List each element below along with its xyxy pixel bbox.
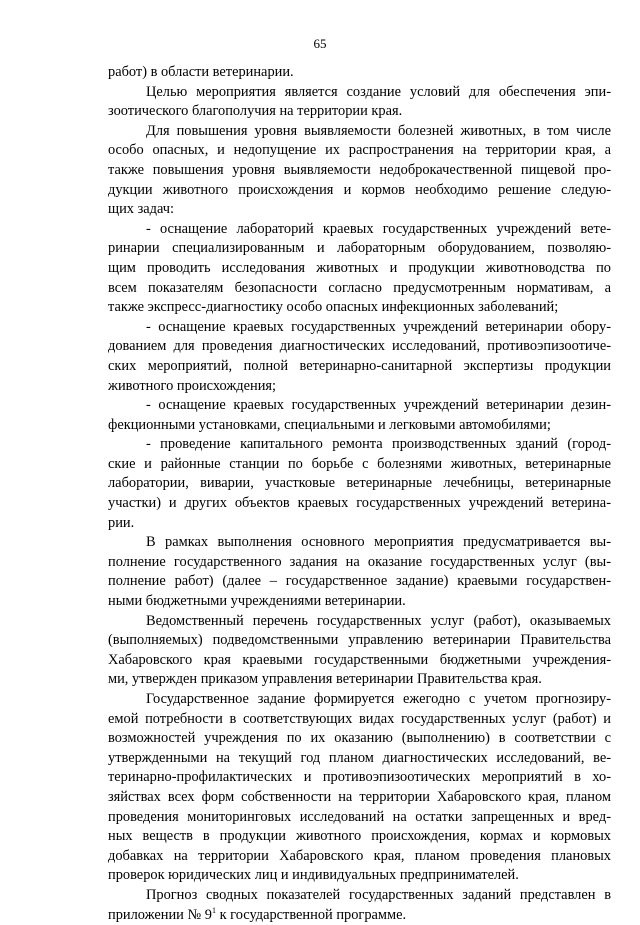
text-line: полнение государственного задания на оказание государственных услуг (вы- bbox=[108, 553, 611, 570]
text-line: животного происхождения; bbox=[108, 377, 277, 394]
text-line: - оснащение лабораторий краевых государственных учреждений вете- bbox=[146, 220, 611, 237]
text-line: полнение работ) (далее – государственное задание) краевыми государствен- bbox=[108, 573, 611, 590]
text-line: работ) в области ветеринарии. bbox=[108, 64, 294, 80]
appendix-superscript: 1 bbox=[211, 905, 216, 915]
text-line: (выполняемых) подведомственными управлению ветеринарии Правительства bbox=[108, 632, 611, 649]
text-line: ных веществ в продукции животного происхождения, кормах и кормовых bbox=[108, 828, 611, 845]
text-line: Государственное задание формируется ежегодно с учетом прогнозиру- bbox=[146, 691, 611, 707]
text-line: зоотического благополучия на территории края. bbox=[108, 103, 403, 120]
text-line: щим проводить исследования животных и продукции животноводства по bbox=[108, 259, 611, 276]
text-line: зяйствах всех форм собственности на территории Хабаровского края, планом bbox=[108, 788, 611, 805]
text-line: утвержденными на текущий год планом диагностических исследований, ве- bbox=[108, 749, 611, 766]
text-line: - проведение капитального ремонта производственных зданий (город- bbox=[146, 436, 611, 453]
text-line: Ведомственный перечень государственных услуг (работ), оказываемых bbox=[146, 612, 611, 629]
text-line: всем показателям безопасности согласно предусмотренным нормативам, а bbox=[108, 279, 611, 296]
text-line: лаборатории, виварии, участковые ветеринарные лечебницы, ветеринарные bbox=[108, 475, 611, 492]
final-line-start: приложении № 9 bbox=[108, 906, 212, 923]
text-line: Целью мероприятия является создание условий для обеспечения эпи- bbox=[146, 83, 611, 100]
text-line: - оснащение краевых государственных учреждений ветеринарии обору- bbox=[146, 318, 611, 335]
text-line: дукции животного происхождения и кормов необходимо решение следую- bbox=[108, 181, 611, 198]
text-line: фекционными установками, специальными и легковыми автомобилями; bbox=[108, 416, 551, 433]
text-line: ские и районные станции по борьбе с болезнями животных, ветеринарные bbox=[108, 455, 611, 472]
text-line: ринарии специализированным и лабораторным оборудованием, позволяю- bbox=[108, 240, 611, 257]
text-line: Хабаровского края краевыми государственными бюджетными учреждения- bbox=[108, 651, 611, 668]
text-line: рии. bbox=[108, 514, 135, 531]
text-line: Прогноз сводных показателей государственных заданий представлен в bbox=[146, 886, 611, 903]
text-line: участки) и других объектов краевых государственных учреждений ветерина- bbox=[108, 495, 611, 512]
text-line: емой потребности в соответствующих видах государственных услуг (работ) и bbox=[108, 710, 611, 727]
text-line: проведения мониторинговых исследований на остатки запрещенных и вред- bbox=[108, 808, 611, 825]
text-line: дованием для проведения диагностических исследований, противоэпизоотиче- bbox=[108, 338, 611, 355]
text-line: Для повышения уровня выявляемости болезней животных, в том числе bbox=[146, 122, 611, 139]
text-line: добавках на территории Хабаровского края, планом проведения плановых bbox=[108, 847, 611, 864]
page-number: 65 bbox=[313, 36, 327, 51]
text-line: щих задач: bbox=[108, 201, 175, 218]
final-line-end: к государственной программе. bbox=[215, 906, 407, 923]
text-line: ными бюджетными учреждениями ветеринарии. bbox=[108, 593, 406, 610]
text-line: возможностей учреждения по их оказанию (выполнению) в соответствии с bbox=[108, 730, 611, 747]
text-line: особо опасных, и недопущение их распространения на территории края, а bbox=[108, 142, 611, 159]
text-line: теринарно-профилактических и противоэпизоотических мероприятий в хо- bbox=[108, 769, 611, 786]
text-line: - оснащение краевых государственных учреждений ветеринарии дезин- bbox=[146, 397, 611, 414]
text-line: также экспресс-диагностику особо опасных инфекционных заболеваний; bbox=[108, 299, 559, 316]
text-line: В рамках выполнения основного мероприятия предусматривается вы- bbox=[146, 534, 611, 551]
text-line: ми, утвержден приказом управления ветеринарии Правительства края. bbox=[108, 671, 542, 688]
text-line: ских мероприятий, полной ветеринарно-санитарной экспертизы продукции bbox=[108, 357, 611, 374]
text-line: также повышения уровня выявляемости недоброкачественной пищевой про- bbox=[108, 161, 611, 178]
text-line: проверок юридических лиц и индивидуальных предпринимателей. bbox=[108, 867, 519, 884]
document-body bbox=[108, 63, 611, 925]
text-line-final bbox=[108, 906, 611, 925]
